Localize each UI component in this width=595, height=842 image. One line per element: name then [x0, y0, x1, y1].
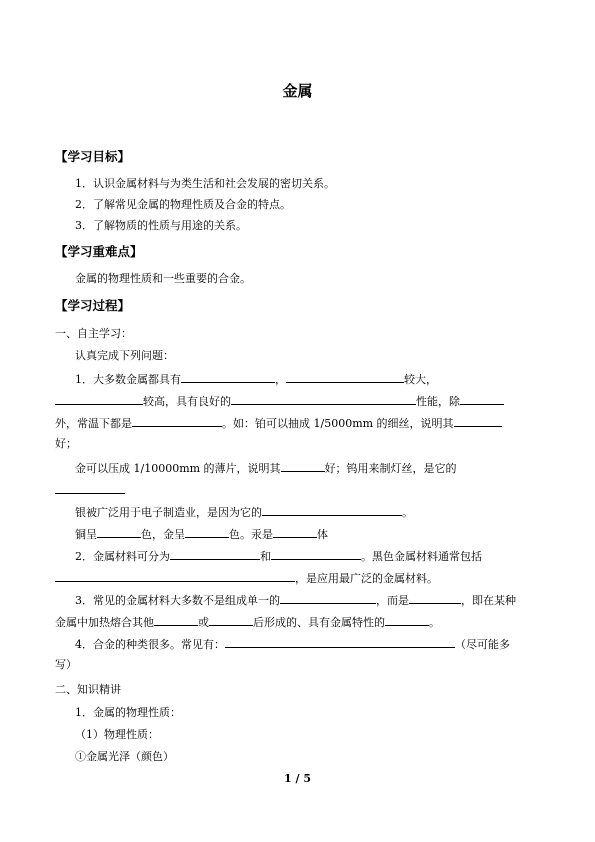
fill-blank[interactable] — [55, 393, 143, 405]
fill-blank[interactable] — [55, 570, 295, 582]
question-4-line-2: 写） — [55, 658, 77, 671]
question-1-line-8: 铜呈 色，金呈 色。汞是 体 — [75, 528, 328, 541]
question-4-line-1: 4．合金的种类很多。常见有： （尽可能多 — [75, 638, 510, 651]
question-1-line-4: 好； — [55, 437, 77, 450]
fill-blank[interactable] — [271, 548, 361, 560]
question-3-line-1: 3．常见的金属材料大多数不是组成单一的 ，而是 ，即在某种 — [75, 594, 516, 607]
fill-blank[interactable] — [231, 393, 416, 405]
question-2-line-1: 2．金属材料可分为 和 。黑色金属材料通常包括 — [75, 550, 482, 563]
fill-blank[interactable] — [280, 592, 376, 604]
goal-item-1: 1．认识金属材料与为类生活和社会发展的密切关系。 — [75, 177, 335, 190]
fill-blank[interactable] — [262, 504, 402, 516]
fill-blank[interactable] — [97, 526, 141, 538]
section-heading-goals: 【学习目标】 — [55, 149, 131, 164]
section-heading-process: 【学习过程】 — [55, 298, 131, 313]
question-1-line-5: 金可以压成 1/10000mm 的薄片，说明其 好；钨用来制灯丝，是它的 — [75, 462, 457, 475]
goal-item-2: 2．了解常见金属的物理性质及合金的特点。 — [75, 198, 291, 211]
part2-heading: 二、知识精讲 — [55, 683, 121, 696]
fill-blank[interactable] — [55, 482, 125, 494]
section-heading-key-points: 【学习重难点】 — [55, 244, 143, 259]
question-1-line-6 — [55, 482, 125, 498]
fill-blank[interactable] — [185, 526, 229, 538]
part2-sub-1: （1）物理性质： — [75, 728, 159, 741]
question-1-line-7: 银被广泛用于电子制造业，是因为它的 。 — [75, 506, 413, 519]
page-title: 金属 — [282, 82, 313, 100]
fill-blank[interactable] — [225, 636, 455, 648]
fill-blank[interactable] — [385, 614, 429, 626]
fill-blank[interactable] — [409, 592, 461, 604]
fill-blank[interactable] — [154, 614, 198, 626]
part1-heading: 一、自主学习： — [55, 327, 132, 340]
fill-blank[interactable] — [454, 415, 502, 427]
fill-blank[interactable] — [273, 526, 317, 538]
question-1-line-1: 1．大多数金属都具有 ， 较大， — [75, 373, 437, 386]
fill-blank[interactable] — [181, 371, 275, 383]
key-point-text: 金属的物理性质和一些重要的合金。 — [75, 272, 251, 285]
fill-blank[interactable] — [170, 548, 260, 560]
part1-intro: 认真完成下列问题： — [75, 349, 174, 362]
question-3-line-2: 金属中加热熔合其他 或 后形成的、具有金属特性的 。 — [55, 616, 440, 629]
fill-blank[interactable] — [132, 415, 222, 427]
question-2-line-2: ，是应用最广泛的金属材料。 — [55, 570, 438, 586]
fill-blank[interactable] — [286, 371, 404, 383]
fill-blank[interactable] — [281, 460, 325, 472]
part2-item-1: 1．金属的物理性质： — [75, 706, 181, 719]
goal-item-3: 3．了解物质的性质与用途的关系。 — [75, 219, 247, 232]
question-1-line-3: 外，常温下都是 。如：铂可以抽成 1/5000mm 的细丝，说明其 — [55, 415, 502, 431]
fill-blank[interactable] — [460, 393, 504, 405]
question-1-line-2: 较高，具有良好的 性能，除 — [55, 393, 504, 409]
part2-circle-1: ①金属光泽（颜色） — [75, 750, 174, 763]
fill-blank[interactable] — [209, 614, 253, 626]
page-number: 1 / 5 — [284, 772, 311, 785]
